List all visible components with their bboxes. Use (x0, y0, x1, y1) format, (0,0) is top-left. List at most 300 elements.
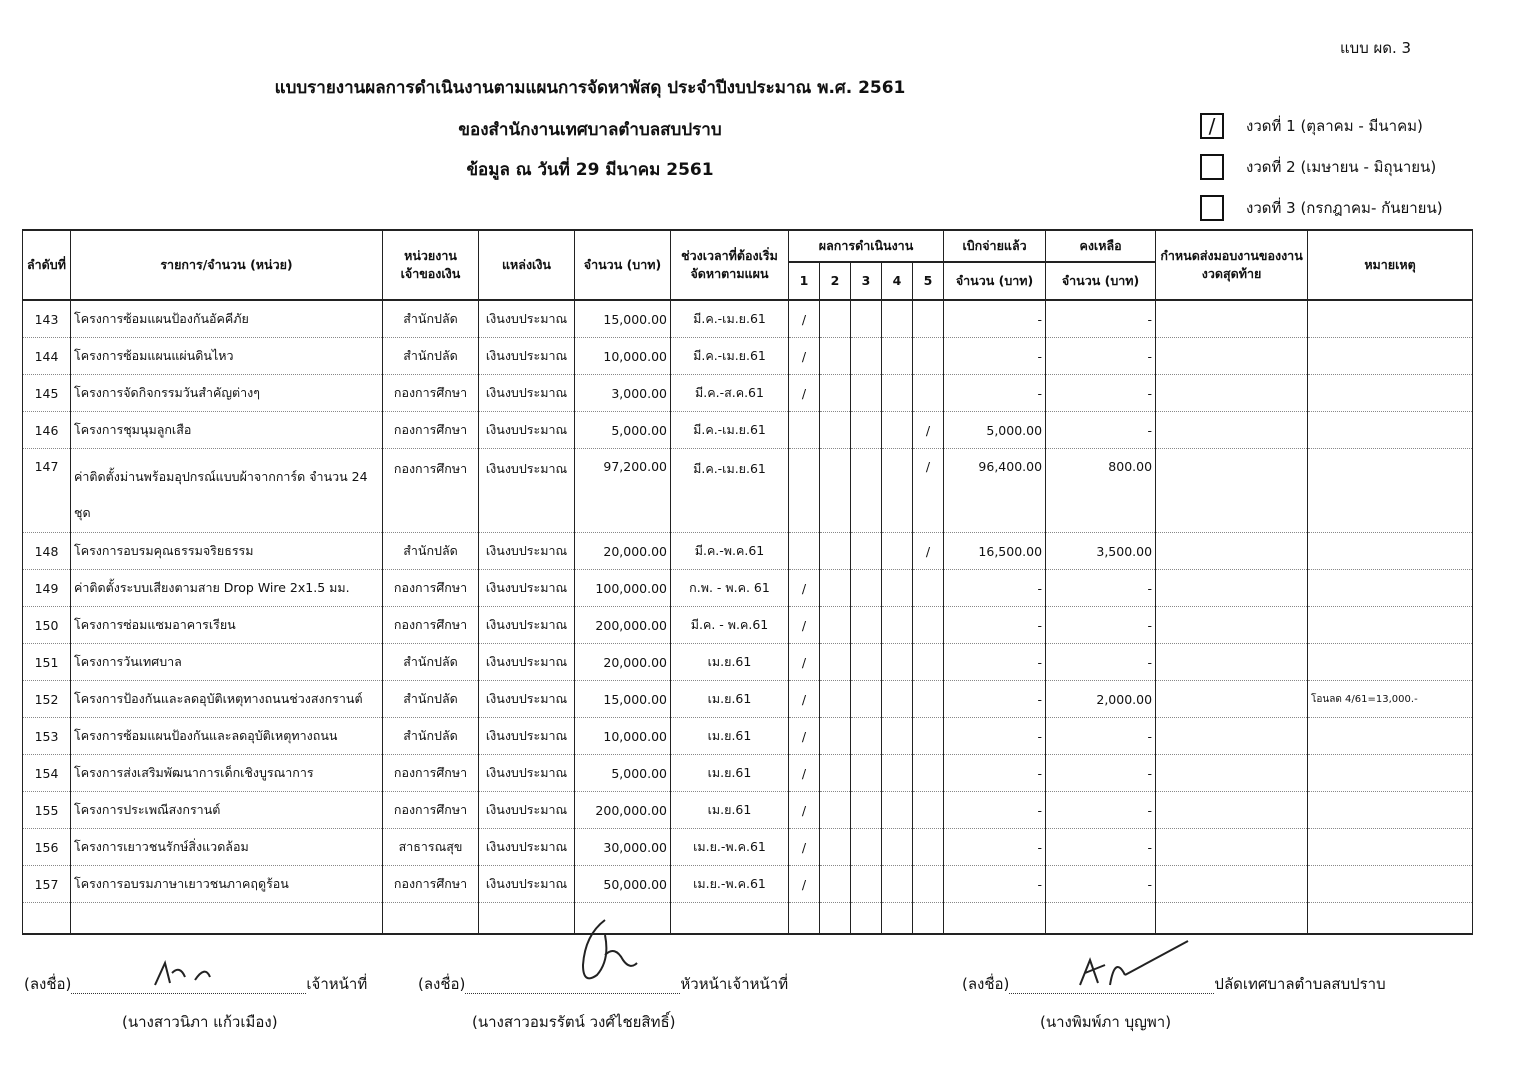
signature-line (465, 975, 680, 994)
row-remain: - (1046, 792, 1156, 829)
row-period: ก.พ. - พ.ค. 61 (671, 570, 789, 607)
row-source: เงินงบประมาณ (479, 533, 575, 570)
row-source: เงินงบประมาณ (479, 412, 575, 449)
row-remain: - (1046, 644, 1156, 681)
header-result: ผลการดำเนินงาน (789, 230, 944, 262)
empty-cell (913, 903, 944, 935)
header-remain-bottom: จำนวน (บาท) (1046, 262, 1156, 300)
row-note (1308, 300, 1473, 338)
row-amount: 5,000.00 (575, 412, 671, 449)
row-status-4 (882, 718, 913, 755)
row-amount: 97,200.00 (575, 449, 671, 533)
row-status-5 (913, 792, 944, 829)
signature-role: ปลัดเทศบาลตำบลสบปราบ (1214, 975, 1386, 993)
row-source: เงินงบประมาณ (479, 375, 575, 412)
row-paid: - (944, 829, 1046, 866)
row-item: โครงการจัดกิจกรรมวันสำคัญต่างๆ (71, 375, 383, 412)
form-code: แบบ ผด. 3 (1340, 39, 1412, 57)
row-amount: 10,000.00 (575, 338, 671, 375)
row-status-1: / (789, 755, 820, 792)
row-unit: กองการศึกษา (383, 607, 479, 644)
row-unit: กองการศึกษา (383, 755, 479, 792)
row-source: เงินงบประมาณ (479, 829, 575, 866)
row-number: 152 (23, 681, 71, 718)
period-checkbox[interactable] (1200, 154, 1224, 180)
row-status-5 (913, 718, 944, 755)
row-paid: - (944, 718, 1046, 755)
row-number: 155 (23, 792, 71, 829)
row-unit: สำนักปลัด (383, 533, 479, 570)
signature-name-head: (นางสาวอมรรัตน์ วงศ์ไชยสิทธิ์) (472, 1013, 676, 1031)
report-date: ข้อมูล ณ วันที่ 29 มีนาคม 2561 (466, 160, 714, 180)
row-unit: สำนักปลัด (383, 338, 479, 375)
row-status-2 (820, 829, 851, 866)
row-status-2 (820, 755, 851, 792)
row-source: เงินงบประมาณ (479, 718, 575, 755)
empty-cell (479, 903, 575, 935)
row-status-5: / (913, 449, 944, 533)
row-unit: กองการศึกษา (383, 866, 479, 903)
row-delivery (1156, 338, 1308, 375)
row-source: เงินงบประมาณ (479, 449, 575, 533)
row-status-4 (882, 681, 913, 718)
row-period: เม.ย.61 (671, 718, 789, 755)
row-remain: - (1046, 718, 1156, 755)
row-item: โครงการส่งเสริมพัฒนาการเด็กเชิงบูรณาการ (71, 755, 383, 792)
row-remain: - (1046, 607, 1156, 644)
row-status-1: / (789, 300, 820, 338)
header-remain-top: คงเหลือ (1046, 230, 1156, 262)
handwritten-signature-staff (150, 955, 230, 995)
header-delivery: กำหนดส่งมอบงานของงานงวดสุดท้าย (1156, 230, 1308, 300)
row-status-2 (820, 792, 851, 829)
row-status-2 (820, 718, 851, 755)
row-status-4 (882, 792, 913, 829)
row-item: โครงการอบรมคุณธรรมจริยธรรม (71, 533, 383, 570)
row-status-2 (820, 449, 851, 533)
row-number: 145 (23, 375, 71, 412)
row-source: เงินงบประมาณ (479, 338, 575, 375)
row-status-3 (851, 607, 882, 644)
row-status-5 (913, 829, 944, 866)
row-status-1: / (789, 718, 820, 755)
row-status-5: / (913, 533, 944, 570)
period-option-1[interactable] (1200, 113, 1423, 139)
row-item: โครงการซ้อมแผนป้องกันอัคคีภัย (71, 300, 383, 338)
row-status-2 (820, 338, 851, 375)
row-paid: - (944, 375, 1046, 412)
row-status-4 (882, 533, 913, 570)
row-status-2 (820, 533, 851, 570)
row-status-3 (851, 792, 882, 829)
table-row (23, 449, 1473, 533)
row-number: 150 (23, 607, 71, 644)
row-note (1308, 644, 1473, 681)
row-item: โครงการอบรมภาษาเยาวชนภาคฤดูร้อน (71, 866, 383, 903)
report-organization: ของสำนักงานเทศบาลตำบลสบปราบ (458, 120, 722, 140)
row-remain: - (1046, 412, 1156, 449)
row-unit: กองการศึกษา (383, 449, 479, 533)
row-source: เงินงบประมาณ (479, 755, 575, 792)
row-status-3 (851, 755, 882, 792)
row-status-5 (913, 866, 944, 903)
row-status-3 (851, 412, 882, 449)
row-paid: - (944, 644, 1046, 681)
empty-cell (820, 903, 851, 935)
row-status-5 (913, 375, 944, 412)
handwritten-signature-head (575, 915, 645, 990)
row-period: เม.ย.61 (671, 644, 789, 681)
row-note (1308, 829, 1473, 866)
table-row (23, 644, 1473, 681)
row-status-1: / (789, 866, 820, 903)
row-delivery (1156, 300, 1308, 338)
row-note (1308, 570, 1473, 607)
row-number: 147 (23, 449, 71, 533)
row-paid: 5,000.00 (944, 412, 1046, 449)
row-item: โครงการวันเทศบาล (71, 644, 383, 681)
row-note (1308, 449, 1473, 533)
row-period: เม.ย.61 (671, 792, 789, 829)
row-remain: - (1046, 338, 1156, 375)
empty-cell (851, 903, 882, 935)
header-no: ลำดับที่ (23, 230, 71, 300)
table-row (23, 300, 1473, 338)
signature-name-clerk: (นางพิมพ์ภา บุญพา) (1040, 1013, 1172, 1031)
row-note (1308, 338, 1473, 375)
row-status-1 (789, 449, 820, 533)
header-period: ช่วงเวลาที่ต้องเริ่มจัดหาตามแผน (671, 230, 789, 300)
row-status-1: / (789, 570, 820, 607)
row-note (1308, 866, 1473, 903)
row-delivery (1156, 412, 1308, 449)
row-status-5 (913, 300, 944, 338)
row-status-4 (882, 300, 913, 338)
row-note (1308, 755, 1473, 792)
row-unit: สำนักปลัด (383, 644, 479, 681)
row-status-1: / (789, 792, 820, 829)
row-status-3 (851, 829, 882, 866)
header-amount: จำนวน (บาท) (575, 230, 671, 300)
row-source: เงินงบประมาณ (479, 644, 575, 681)
row-status-2 (820, 412, 851, 449)
table-row (23, 718, 1473, 755)
table-row (23, 375, 1473, 412)
row-status-5 (913, 644, 944, 681)
row-source: เงินงบประมาณ (479, 300, 575, 338)
row-period: มี.ค.-พ.ค.61 (671, 533, 789, 570)
header-item: รายการ/จำนวน (หน่วย) (71, 230, 383, 300)
row-delivery (1156, 644, 1308, 681)
row-status-2 (820, 607, 851, 644)
row-source: เงินงบประมาณ (479, 681, 575, 718)
procurement-table (22, 229, 1473, 935)
row-number: 157 (23, 866, 71, 903)
row-status-1: / (789, 375, 820, 412)
row-amount: 200,000.00 (575, 607, 671, 644)
row-remain: - (1046, 375, 1156, 412)
row-paid: 96,400.00 (944, 449, 1046, 533)
report-title: แบบรายงานผลการดำเนินงานตามแผนการจัดหาพัสดุ ประจำปีงบประมาณ พ.ศ. 2561 (274, 78, 906, 98)
row-amount: 20,000.00 (575, 644, 671, 681)
table-row (23, 755, 1473, 792)
row-status-5 (913, 607, 944, 644)
header-paid-top: เบิกจ่ายแล้ว (944, 230, 1046, 262)
row-item: โครงการซ่อมแซมอาคารเรียน (71, 607, 383, 644)
signature-prefix: (ลงชื่อ) (962, 975, 1010, 993)
row-amount: 15,000.00 (575, 681, 671, 718)
header-result-1: 1 (789, 262, 820, 300)
empty-cell (1046, 903, 1156, 935)
row-item: โครงการประเพณีสงกรานต์ (71, 792, 383, 829)
row-status-4 (882, 449, 913, 533)
row-delivery (1156, 755, 1308, 792)
row-period: มี.ค.-เม.ย.61 (671, 449, 789, 533)
row-number: 154 (23, 755, 71, 792)
row-number: 151 (23, 644, 71, 681)
row-status-3 (851, 570, 882, 607)
row-delivery (1156, 681, 1308, 718)
row-period: เม.ย.-พ.ค.61 (671, 866, 789, 903)
row-amount: 20,000.00 (575, 533, 671, 570)
empty-cell (1308, 903, 1473, 935)
row-amount: 200,000.00 (575, 792, 671, 829)
row-amount: 50,000.00 (575, 866, 671, 903)
row-number: 144 (23, 338, 71, 375)
row-status-3 (851, 449, 882, 533)
row-status-2 (820, 375, 851, 412)
signature-role: หัวหน้าเจ้าหน้าที่ (680, 975, 789, 993)
row-number: 143 (23, 300, 71, 338)
header-result-2: 2 (820, 262, 851, 300)
row-status-5 (913, 570, 944, 607)
empty-cell (23, 903, 71, 935)
row-period: มี.ค.-เม.ย.61 (671, 338, 789, 375)
row-status-2 (820, 570, 851, 607)
row-delivery (1156, 792, 1308, 829)
row-paid: - (944, 792, 1046, 829)
row-delivery (1156, 607, 1308, 644)
empty-cell (944, 903, 1046, 935)
table-row (23, 338, 1473, 375)
row-note (1308, 412, 1473, 449)
row-item: โครงการซ้อมแผนแผ่นดินไหว (71, 338, 383, 375)
row-amount: 30,000.00 (575, 829, 671, 866)
row-remain: 800.00 (1046, 449, 1156, 533)
row-paid: - (944, 755, 1046, 792)
header-note: หมายเหตุ (1308, 230, 1473, 300)
row-note (1308, 533, 1473, 570)
table-row (23, 533, 1473, 570)
row-amount: 15,000.00 (575, 300, 671, 338)
row-status-4 (882, 570, 913, 607)
row-unit: กองการศึกษา (383, 792, 479, 829)
row-paid: - (944, 681, 1046, 718)
row-paid: - (944, 300, 1046, 338)
row-remain: - (1046, 570, 1156, 607)
empty-cell (383, 903, 479, 935)
table-row (23, 866, 1473, 903)
header-unit: หน่วยงานเจ้าของเงิน (383, 230, 479, 300)
row-status-1 (789, 533, 820, 570)
row-item: ค่าติดตั้งม่านพร้อมอุปกรณ์แบบผ้าจากการ์ด จำนวน 24 ชุด (71, 449, 383, 533)
row-delivery (1156, 375, 1308, 412)
row-remain: - (1046, 300, 1156, 338)
row-unit: สาธารณสุข (383, 829, 479, 866)
period-label: งวดที่ 3 (กรกฎาคม- กันยายน) (1246, 199, 1443, 217)
row-status-4 (882, 412, 913, 449)
row-remain: 3,500.00 (1046, 533, 1156, 570)
row-item: โครงการชุมนุมลูกเสือ (71, 412, 383, 449)
row-status-1: / (789, 644, 820, 681)
row-delivery (1156, 866, 1308, 903)
row-delivery (1156, 533, 1308, 570)
row-status-4 (882, 644, 913, 681)
header-paid-bottom: จำนวน (บาท) (944, 262, 1046, 300)
row-note (1308, 375, 1473, 412)
row-status-3 (851, 866, 882, 903)
row-source: เงินงบประมาณ (479, 792, 575, 829)
row-status-3 (851, 375, 882, 412)
row-item: ค่าติดตั้งระบบเสียงตามสาย Drop Wire 2x1.5 มม. (71, 570, 383, 607)
period-label: งวดที่ 1 (ตุลาคม - มีนาคม) (1246, 117, 1423, 135)
row-status-2 (820, 644, 851, 681)
row-delivery (1156, 570, 1308, 607)
row-note (1308, 792, 1473, 829)
row-status-1: / (789, 607, 820, 644)
row-status-4 (882, 829, 913, 866)
row-number: 153 (23, 718, 71, 755)
signature-name-staff: (นางสาวนิภา แก้วเมือง) (122, 1013, 278, 1031)
signature-prefix: (ลงชื่อ) (418, 975, 466, 993)
table-row-empty (23, 903, 1473, 935)
row-delivery (1156, 829, 1308, 866)
row-source: เงินงบประมาณ (479, 607, 575, 644)
row-status-1: / (789, 829, 820, 866)
row-paid: - (944, 607, 1046, 644)
row-period: มี.ค. - พ.ค.61 (671, 607, 789, 644)
empty-cell (1156, 903, 1308, 935)
row-remain: 2,000.00 (1046, 681, 1156, 718)
row-paid: - (944, 570, 1046, 607)
handwritten-signature-clerk (1070, 935, 1195, 995)
row-status-4 (882, 338, 913, 375)
row-status-4 (882, 607, 913, 644)
row-number: 148 (23, 533, 71, 570)
row-period: เม.ย.-พ.ค.61 (671, 829, 789, 866)
empty-cell (71, 903, 383, 935)
row-status-3 (851, 533, 882, 570)
period-option-2[interactable] (1200, 154, 1436, 180)
row-amount: 10,000.00 (575, 718, 671, 755)
row-status-5 (913, 755, 944, 792)
row-status-1 (789, 412, 820, 449)
row-period: เม.ย.61 (671, 681, 789, 718)
row-amount: 5,000.00 (575, 755, 671, 792)
row-unit: สำนักปลัด (383, 718, 479, 755)
row-unit: กองการศึกษา (383, 570, 479, 607)
signature-role: เจ้าหน้าที่ (306, 975, 368, 993)
row-number: 156 (23, 829, 71, 866)
row-period: มี.ค.-เม.ย.61 (671, 412, 789, 449)
row-item: โครงการเยาวชนรักษ์สิ่งแวดล้อม (71, 829, 383, 866)
row-number: 149 (23, 570, 71, 607)
row-remain: - (1046, 866, 1156, 903)
row-period: มี.ค.-เม.ย.61 (671, 300, 789, 338)
table-row (23, 412, 1473, 449)
row-status-3 (851, 644, 882, 681)
row-remain: - (1046, 829, 1156, 866)
table-row (23, 570, 1473, 607)
row-amount: 100,000.00 (575, 570, 671, 607)
row-status-4 (882, 375, 913, 412)
period-label: งวดที่ 2 (เมษายน - มิถุนายน) (1246, 158, 1437, 176)
header-result-4: 4 (882, 262, 913, 300)
row-status-2 (820, 300, 851, 338)
row-status-2 (820, 866, 851, 903)
row-period: เม.ย.61 (671, 755, 789, 792)
table-row (23, 681, 1473, 718)
period-checkbox[interactable]: / (1200, 113, 1224, 139)
header-source: แหล่งเงิน (479, 230, 575, 300)
row-status-1: / (789, 681, 820, 718)
row-paid: - (944, 338, 1046, 375)
table-row (23, 607, 1473, 644)
row-status-3 (851, 681, 882, 718)
row-delivery (1156, 449, 1308, 533)
row-remain: - (1046, 755, 1156, 792)
row-unit: สำนักปลัด (383, 681, 479, 718)
row-source: เงินงบประมาณ (479, 570, 575, 607)
row-item: โครงการป้องกันและลดอุบัติเหตุทางถนนช่วงสงกรานต์ (71, 681, 383, 718)
row-note (1308, 607, 1473, 644)
header-result-3: 3 (851, 262, 882, 300)
row-status-3 (851, 300, 882, 338)
row-number: 146 (23, 412, 71, 449)
empty-cell (671, 903, 789, 935)
period-option-3[interactable] (1200, 195, 1443, 221)
row-note (1308, 718, 1473, 755)
period-checkbox[interactable] (1200, 195, 1224, 221)
row-status-5: / (913, 412, 944, 449)
row-status-2 (820, 681, 851, 718)
row-status-1: / (789, 338, 820, 375)
row-period: มี.ค.-ส.ค.61 (671, 375, 789, 412)
row-status-3 (851, 338, 882, 375)
row-unit: กองการศึกษา (383, 412, 479, 449)
row-status-4 (882, 866, 913, 903)
row-delivery (1156, 718, 1308, 755)
row-status-5 (913, 338, 944, 375)
row-status-5 (913, 681, 944, 718)
row-unit: กองการศึกษา (383, 375, 479, 412)
signature-prefix: (ลงชื่อ) (24, 975, 72, 993)
empty-cell (882, 903, 913, 935)
row-status-4 (882, 755, 913, 792)
row-amount: 3,000.00 (575, 375, 671, 412)
row-paid: 16,500.00 (944, 533, 1046, 570)
row-source: เงินงบประมาณ (479, 866, 575, 903)
table-row (23, 829, 1473, 866)
row-unit: สำนักปลัด (383, 300, 479, 338)
row-status-3 (851, 718, 882, 755)
row-item: โครงการซ้อมแผนป้องกันและลดอุบัติเหตุทางถนน (71, 718, 383, 755)
row-note: โอนลด 4/61=13,000.- (1308, 681, 1473, 718)
table-row (23, 792, 1473, 829)
empty-cell (789, 903, 820, 935)
header-result-5: 5 (913, 262, 944, 300)
row-paid: - (944, 866, 1046, 903)
